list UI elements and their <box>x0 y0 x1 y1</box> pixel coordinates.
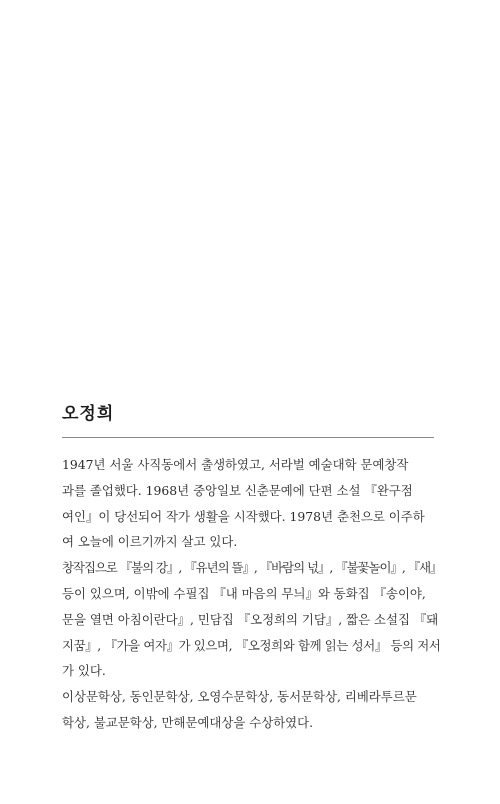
bio-line: 과를 졸업했다. 1968년 중앙일보 신춘문예에 단편 소설 『완구점 <box>62 482 413 498</box>
divider-line <box>62 437 434 438</box>
bio-line: 이상문학상, 동인문학상, 오영수문학상, 동서문학상, 리베라투르문 <box>62 689 417 705</box>
bio-line: 학상, 불교문학상, 만해문예대상을 수상하였다. <box>62 714 314 730</box>
bio-line: 1947년 서울 사직동에서 출생하였고, 서라벌 예술대학 문예창작 <box>62 457 409 472</box>
author-name: 오정희 <box>62 404 115 424</box>
bio-line: 지꿈』, 『가을 여자』가 있으며, 『오정희와 함께 읽는 성서』 등의 저서 <box>62 637 441 653</box>
bio-line: 여 오늘에 이르기까지 살고 있다. <box>62 534 238 550</box>
bio-line: 가 있다. <box>62 663 106 679</box>
author-biography <box>62 452 442 736</box>
bio-line: 문을 열면 아침이란다』, 민담집 『오정희의 기담』, 짧은 소설집 『돼 <box>62 611 439 627</box>
bio-line: 등이 있으며, 이밖에 수필집 『내 마음의 무늬』와 동화집 『송이야, <box>62 585 426 601</box>
bio-line: 여인』이 당선되어 작가 생활을 시작했다. 1978년 춘천으로 이주하 <box>62 508 425 524</box>
bio-line: 창작집으로 『불의 강』, 『유년의 뜰』, 『바람의 넋』, 『불꽃놀이』, 『새』 <box>62 560 442 576</box>
